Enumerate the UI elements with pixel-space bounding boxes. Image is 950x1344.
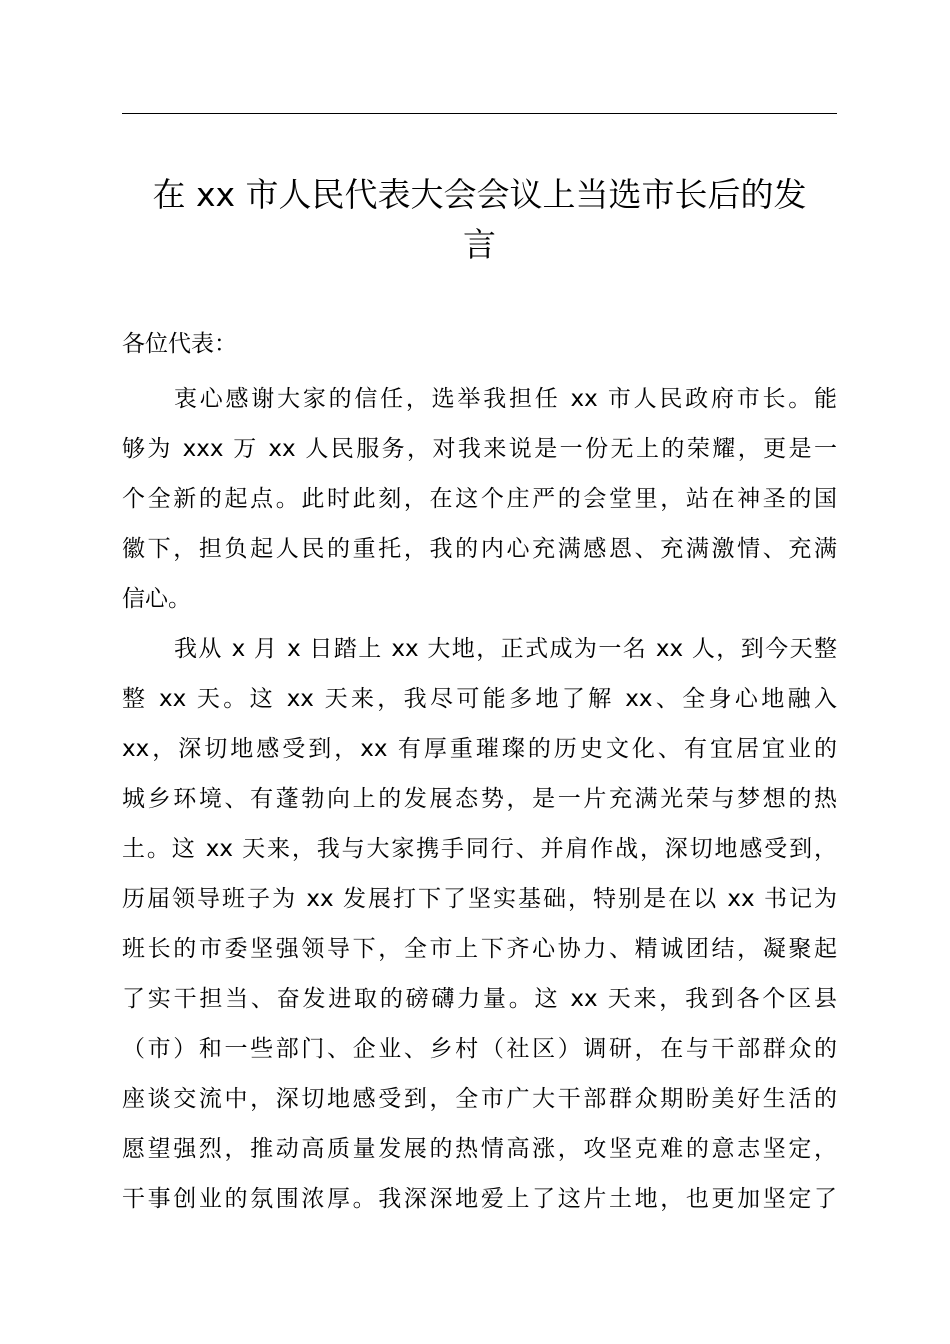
paragraph-line: 城乡环境、有蓬勃向上的发展态势，是一片充满光荣与梦想的热 xyxy=(122,786,837,812)
title-line-1: 在 xx 市人民代表大会会议上当选市长后的发 xyxy=(152,175,807,214)
paragraph-line: 座谈交流中，深切地感受到，全市广大干部群众期盼美好生活的 xyxy=(122,1086,837,1112)
header-rule xyxy=(122,113,837,114)
paragraph-line: 个全新的起点。此时此刻，在这个庄严的会堂里，站在神圣的国 xyxy=(122,486,837,512)
title-line-2: 言 xyxy=(463,225,496,264)
paragraph-line: （市）和一些部门、企业、乡村（社区）调研，在与干部群众的 xyxy=(122,1036,837,1062)
paragraph-line: 衷心感谢大家的信任，选举我担任 xx 市人民政府市长。能 xyxy=(174,386,837,412)
paragraph-line: 干事创业的氛围浓厚。我深深地爱上了这片土地，也更加坚定了 xyxy=(122,1186,837,1212)
paragraph-line: 历届领导班子为 xx 发展打下了坚实基础，特别是在以 xx 书记为 xyxy=(122,886,837,912)
paragraph-line: 了实干担当、奋发进取的磅礴力量。这 xx 天来，我到各个区县 xyxy=(122,986,837,1012)
page-title xyxy=(122,170,837,270)
speech-body xyxy=(122,374,862,1224)
paragraph-line: 信心。 xyxy=(122,586,191,612)
paragraph-line: 整 xx 天。这 xx 天来，我尽可能多地了解 xx、全身心地融入 xyxy=(122,686,837,712)
paragraph-line: 我从 x 月 x 日踏上 xx 大地，正式成为一名 xx 人，到今天整 xyxy=(174,636,837,662)
paragraph-line: 班长的市委坚强领导下，全市上下齐心协力、精诚团结，凝聚起 xyxy=(122,936,837,962)
paragraph-line: 徽下，担负起人民的重托，我的内心充满感恩、充满激情、充满 xyxy=(122,536,837,562)
salutation: 各位代表： xyxy=(122,331,237,357)
paragraph-line: xx，深切地感受到，xx 有厚重璀璨的历史文化、有宜居宜业的 xyxy=(122,736,837,762)
paragraph-line: 愿望强烈，推动高质量发展的热情高涨，攻坚克难的意志坚定， xyxy=(122,1136,837,1162)
paragraph-line: 够为 xxx 万 xx 人民服务，对我来说是一份无上的荣耀，更是一 xyxy=(122,436,837,462)
paragraph-line: 土。这 xx 天来，我与大家携手同行、并肩作战，深切地感受到， xyxy=(122,836,837,862)
